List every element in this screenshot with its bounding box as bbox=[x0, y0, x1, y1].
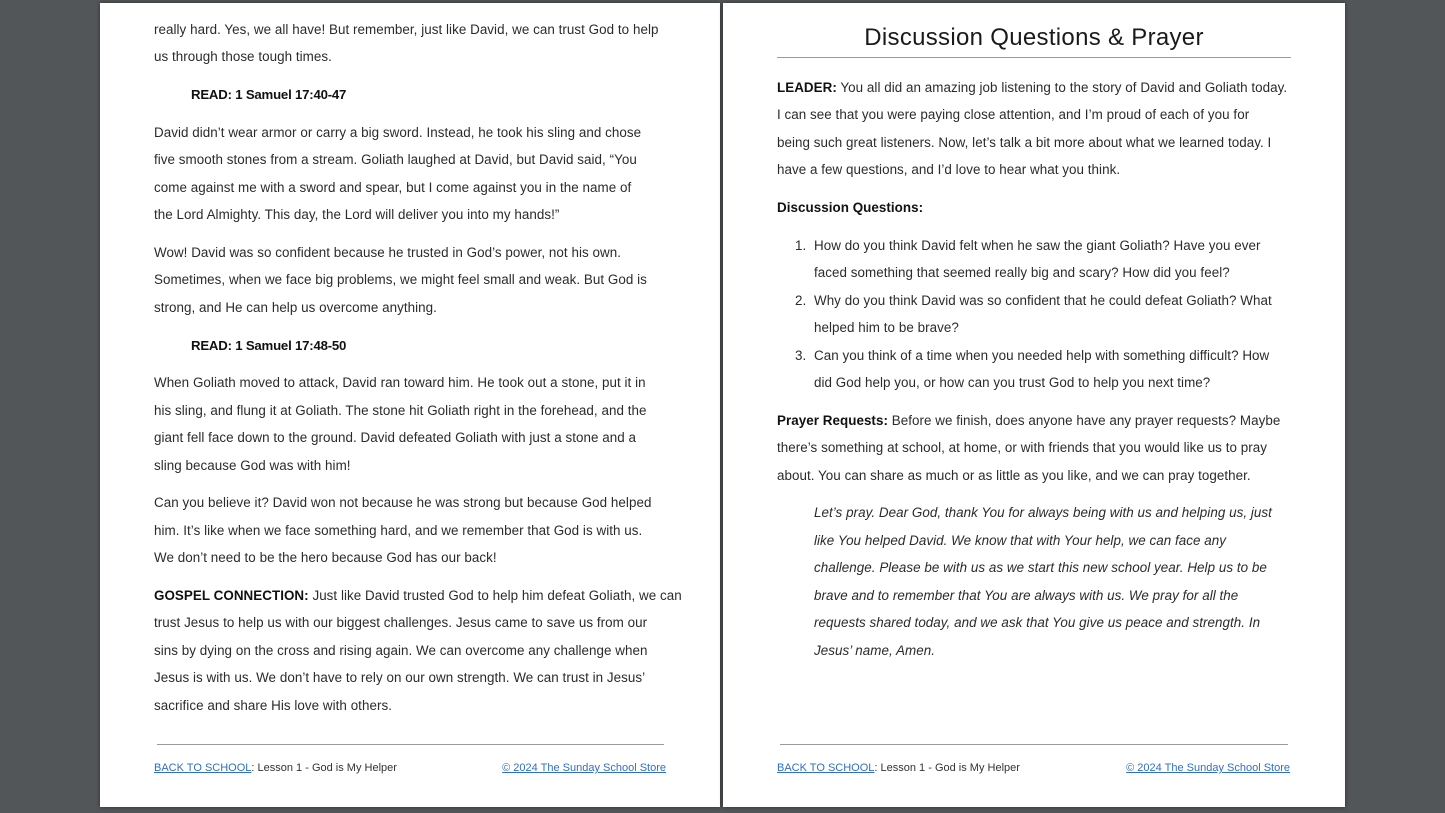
text-line: really hard. Yes, we all have! But remember, just like David, we can trust God to help bbox=[154, 22, 659, 37]
text-line: Sometimes, when we face big problems, we might feel small and weak. But God is bbox=[154, 272, 647, 287]
text-line: him. It’s like when we face something hard, and we remember that God is with us. bbox=[154, 523, 643, 538]
text-line: sling because God was with him! bbox=[154, 458, 351, 473]
text-line: When Goliath moved to attack, David ran toward him. He took out a stone, put it in bbox=[154, 375, 646, 390]
text-line: come against me with a sword and spear, but I come against you in the name of bbox=[154, 180, 632, 195]
text-line: sins by dying on the cross and rising again. We can overcome any challenge when bbox=[154, 643, 648, 658]
scripture-reading-1: READ: 1 Samuel 17:40-47 bbox=[191, 87, 347, 102]
series-link[interactable]: BACK TO SCHOOL bbox=[154, 762, 252, 774]
text-line: there’s something at school, at home, or with friends that you would like us to pray bbox=[777, 440, 1267, 455]
text-line: giant fell face down to the ground. David defeated Goliath with just a stone and a bbox=[154, 430, 637, 445]
prayer-text-line: Jesus’ name, Amen. bbox=[814, 643, 935, 658]
footer-right bbox=[502, 761, 666, 775]
prayer-text-line: Let’s pray. Dear God, thank You for always being with us and helping us, just bbox=[814, 505, 1272, 520]
text-line: David didn’t wear armor or carry a big sword. Instead, he took his sling and chose bbox=[154, 125, 642, 140]
title-divider bbox=[777, 57, 1291, 58]
scripture-reading-2: READ: 1 Samuel 17:48-50 bbox=[191, 338, 347, 353]
footer-divider bbox=[157, 744, 664, 745]
question-1-line: faced something that seemed really big and scary? How did you feel? bbox=[814, 265, 1230, 280]
question-2-line: helped him to be brave? bbox=[814, 320, 959, 335]
question-1-line: How do you think David felt when he saw the giant Goliath? Have you ever bbox=[814, 238, 1261, 253]
prayer-text-line: challenge. Please be with us as we start this new school year. Help us to be bbox=[814, 560, 1267, 575]
footer-right bbox=[1126, 761, 1290, 775]
prayer-requests-label: Prayer Requests: bbox=[777, 413, 888, 428]
copyright-link[interactable]: © 2024 The Sunday School Store bbox=[502, 762, 666, 774]
question-number: 3. bbox=[795, 348, 807, 363]
questions-heading: Discussion Questions: bbox=[777, 200, 924, 215]
footer-left bbox=[154, 761, 397, 775]
prayer-requests-line bbox=[777, 412, 1280, 430]
text-line: I can see that you were paying close attention, and I’m proud of each of you for bbox=[777, 107, 1250, 122]
leader-label: LEADER: bbox=[777, 80, 837, 95]
text-line: us through those tough times. bbox=[154, 49, 332, 64]
text-line: the Lord Almighty. This day, the Lord will deliver you into my hands!” bbox=[154, 207, 560, 222]
prayer-text-line: brave and to remember that You are always with us. We pray for all the bbox=[814, 588, 1239, 603]
question-2-line: Why do you think David was so confident that he could defeat Goliath? What bbox=[814, 293, 1272, 308]
series-link[interactable]: BACK TO SCHOOL bbox=[777, 762, 875, 774]
question-number: 1. bbox=[795, 238, 807, 253]
text-line: Jesus is with us. We don’t have to rely on our own strength. We can trust in Jesus’ bbox=[154, 670, 646, 685]
page-left bbox=[100, 3, 720, 807]
gospel-connection-label: GOSPEL CONNECTION: bbox=[154, 588, 309, 603]
footer-left bbox=[777, 761, 1020, 775]
text-line: five smooth stones from a stream. Goliath laughed at David, but David said, “You bbox=[154, 152, 637, 167]
leader-text: You all did an amazing job listening to the story of David and Goliath today. bbox=[836, 80, 1288, 95]
text-line: strong, and He can help us overcome anything. bbox=[154, 300, 437, 315]
text-line: being such great listeners. Now, let’s talk a bit more about what we learned today. I bbox=[777, 135, 1272, 150]
text-line: sacrifice and share His love with others. bbox=[154, 698, 392, 713]
text-line: Can you believe it? David won not because he was strong but because God helped bbox=[154, 495, 652, 510]
question-3-line: did God help you, or how can you trust God to help you next time? bbox=[814, 375, 1211, 390]
copyright-link[interactable]: © 2024 The Sunday School Store bbox=[1126, 762, 1290, 774]
prayer-text-line: requests shared today, and we ask that You give us peace and strength. In bbox=[814, 615, 1261, 630]
question-number: 2. bbox=[795, 293, 807, 308]
text-line: Wow! David was so confident because he trusted in God’s power, not his own. bbox=[154, 245, 621, 260]
text-line: We don’t need to be the hero because God has our back! bbox=[154, 550, 497, 565]
text-line: about. You can share as much or as little as you like, and we can pray together. bbox=[777, 468, 1251, 483]
lesson-title: : Lesson 1 - God is My Helper bbox=[251, 762, 397, 774]
question-3-line: Can you think of a time when you needed help with something difficult? How bbox=[814, 348, 1270, 363]
footer-divider bbox=[780, 744, 1288, 745]
prayer-text-line: like You helped David. We know that with Your help, we can face any bbox=[814, 533, 1227, 548]
gospel-connection-line bbox=[154, 587, 682, 605]
text-line: his sling, and flung it at Goliath. The stone hit Goliath right in the forehead, and the bbox=[154, 403, 647, 418]
leader-line bbox=[777, 79, 1287, 97]
lesson-title: : Lesson 1 - God is My Helper bbox=[874, 762, 1020, 774]
page-title: Discussion Questions & Prayer bbox=[864, 24, 1204, 51]
text-line: have a few questions, and I’d love to hear what you think. bbox=[777, 162, 1121, 177]
gospel-connection-text: Just like David trusted God to help him defeat Goliath, we can bbox=[308, 588, 682, 603]
text-line: trust Jesus to help us with our biggest challenges. Jesus came to save us from our bbox=[154, 615, 648, 630]
page-right bbox=[723, 3, 1345, 807]
prayer-requests-text: Before we finish, does anyone have any prayer requests? Maybe bbox=[887, 413, 1281, 428]
